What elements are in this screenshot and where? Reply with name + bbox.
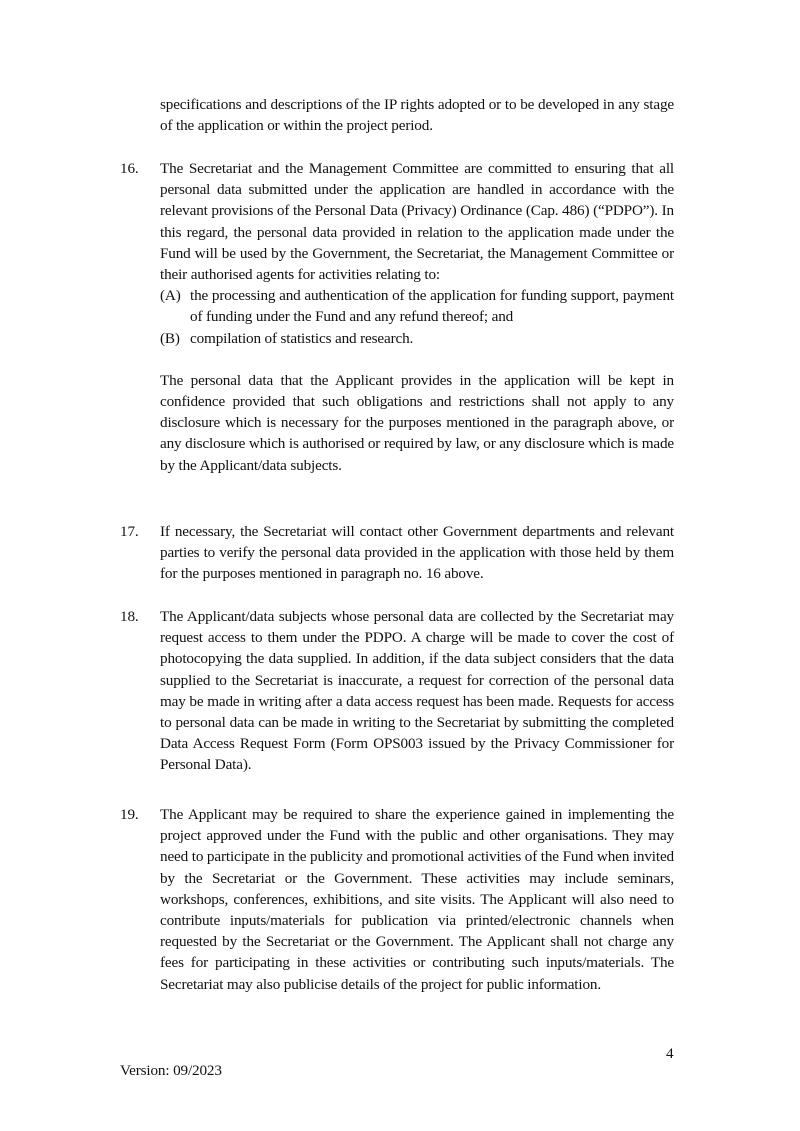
paragraph-text: The Secretariat and the Management Committee are committed to ensuring that all personal data submitted under the application are handled in accordance with the relevant provisions of the Personal Data (Privacy) Ordinance (Cap. 486) (“PDPO”). In this regard, the personal data provided in relation to the application made under the Fund will be used by the Government, the Secretariat, the Management Committee or their authorised agents for activities relating to: [160, 160, 674, 284]
paragraph-number: 17. [120, 523, 139, 540]
paragraph-followup: The personal data that the Applicant provides in the application will be kept in confidence provided that such obligations and restrictions shall not apply to any disclosure which is necessary for the purposes mentioned in the paragraph above, or any disclosure which is authorised or required by law, or any disclosure which is made by the Applicant/data subjects. [160, 371, 674, 474]
subitem-a [160, 285, 674, 327]
subitem-b [160, 328, 674, 349]
subitem-label: (A) [160, 287, 181, 305]
page-number: 4 [666, 1045, 674, 1062]
paragraph-16 [120, 158, 674, 476]
paragraph-text: The Applicant may be required to share the experience gained in implementing the project approved under the Fund with the public and other organisations. They may need to participate in the publicity and promotional activities of the Fund when invited by the Secretariat or the Government. These activities may include seminars, workshops, conferences, exhibitions, and site visits. The Applicant will also need to contribute inputs/materials for publication via printed/electronic channels when requested by the Secretariat or the Government. The Applicant shall not charge any fees for participating in these activities or contributing such inputs/materials. The Secretariat may also publicise details of the project for public information. [160, 806, 674, 993]
version-label: Version: 09/2023 [120, 1062, 222, 1079]
paragraph-text: If necessary, the Secretariat will contact other Government departments and relevant parties to verify the personal data provided in the application with those held by them for the purposes mentioned in paragraph no. 16 above. [160, 523, 674, 583]
paragraph-number: 18. [120, 608, 139, 625]
continuation-text: specifications and descriptions of the IP rights adopted or to be developed in any stage of the application or within the project period. [160, 96, 674, 135]
paragraph-number: 16. [120, 160, 139, 177]
paragraph-17 [120, 521, 674, 585]
subitem-label: (B) [160, 329, 180, 347]
paragraph-number: 19. [120, 806, 139, 823]
paragraph-19 [120, 804, 674, 995]
paragraph-text: The Applicant/data subjects whose personal data are collected by the Secretariat may request access to them under the PDPO. A charge will be made to cover the cost of photocopying the data supplied. In addition, if the data subject considers that the data supplied to the Secretariat is inaccurate, a request for correction of the personal data may be made in writing after a data access request has been made. Requests for access to personal data can be made in writing to the Secretariat by submitting the completed Data Access Request Form (Form OPS003 issued by the Privacy Commissioner for Personal Data). [160, 608, 674, 774]
subitem-text: the processing and authentication of the application for funding support, payment of funding under the Fund and any refund thereof; and [190, 287, 674, 326]
paragraph-18 [120, 606, 674, 776]
subitem-text: compilation of statistics and research. [190, 329, 414, 347]
